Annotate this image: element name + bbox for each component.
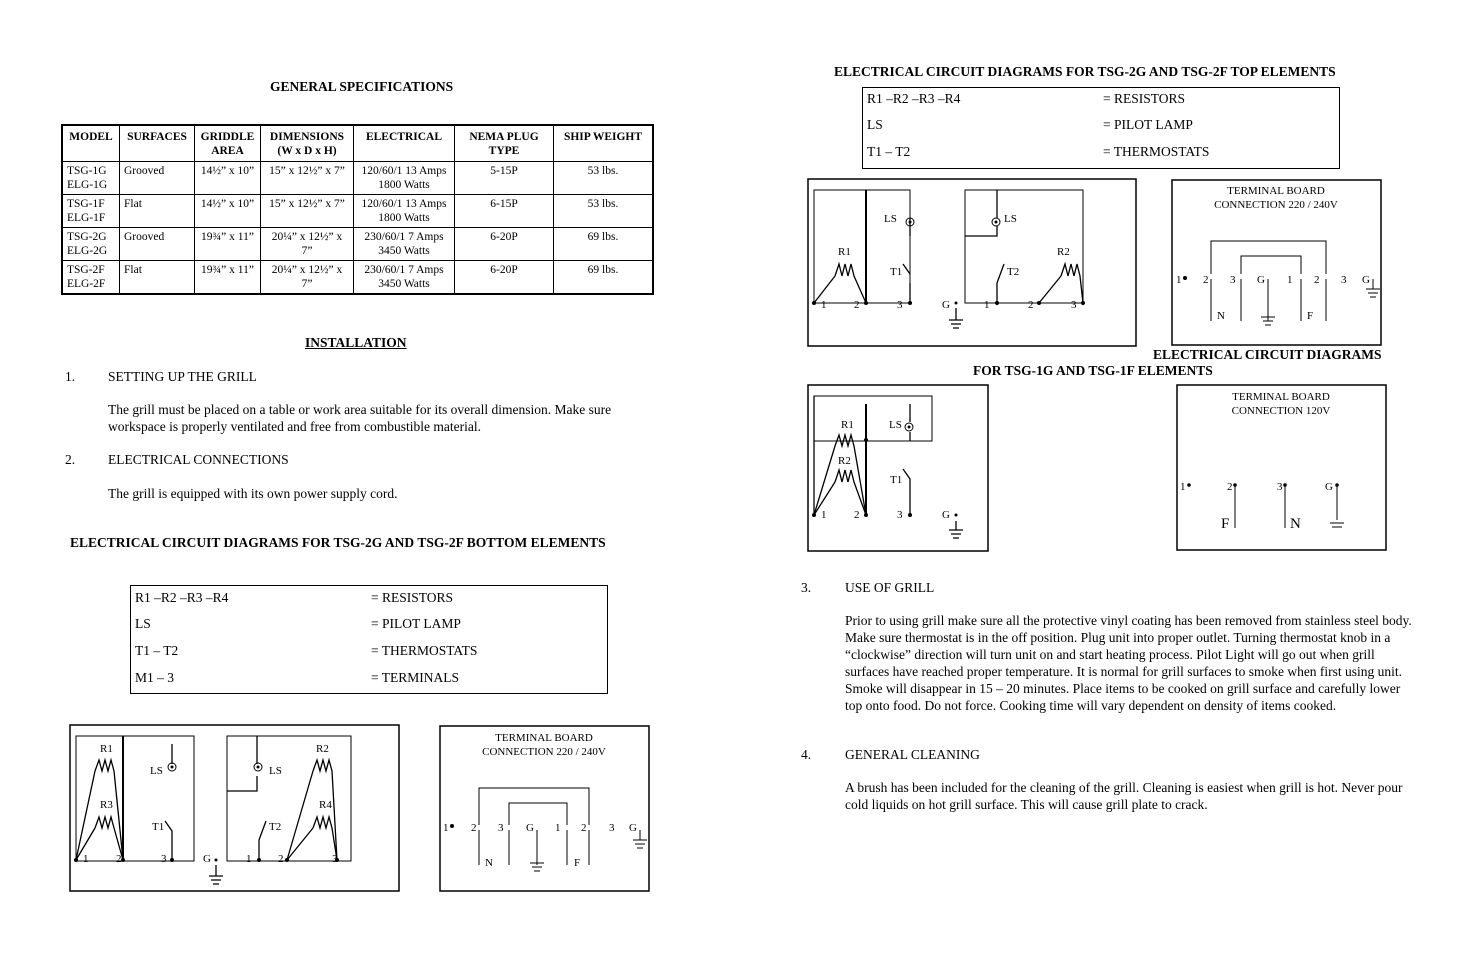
bottom-terminal-board xyxy=(439,725,651,893)
legend-value: = RESISTORS xyxy=(371,590,454,605)
terminal-label: 3 xyxy=(498,822,504,834)
table-cell: 5-15P xyxy=(455,162,554,195)
label-3: 3 xyxy=(332,853,338,865)
table-row xyxy=(62,195,653,228)
label-r2: R2 xyxy=(1057,246,1070,258)
terminal-label: 1 xyxy=(443,822,449,834)
legend-key: LS xyxy=(135,616,151,631)
terminal-label: F xyxy=(574,857,581,869)
col-header: ELECTRICAL xyxy=(354,125,455,162)
label-ls: LS xyxy=(889,419,902,431)
step-body: A brush has been included for the cleaning of the grill. Cleaning is easiest when grill is hot. Never pour cold liquids on hot grill surface. This will cause grill plate to crack. xyxy=(845,780,1403,812)
terminal-label: N xyxy=(1217,310,1225,322)
table-cell: 6-20P xyxy=(455,261,554,295)
label-r2: R2 xyxy=(838,455,851,467)
terminal-label: G xyxy=(1362,274,1370,286)
terminal-label: N xyxy=(485,857,493,869)
col-header: GRIDDLE AREA xyxy=(195,125,261,162)
legend-value: = RESISTORS xyxy=(1103,91,1186,106)
step-body: The grill is equipped with its own power supply cord. xyxy=(108,486,398,501)
label-1: 1 xyxy=(246,853,252,865)
legend-value: = PILOT LAMP xyxy=(1103,117,1193,132)
step-body: The grill must be placed on a table or work area suitable for its overall dimension. Make sure workspace is properly ventilated and free from combustible material. xyxy=(108,402,612,434)
legend-value: = PILOT LAMP xyxy=(371,616,461,631)
terminal-label: 1 xyxy=(1180,481,1186,493)
terminal-label: 2 xyxy=(1227,481,1233,493)
label-2: 2 xyxy=(854,299,860,311)
table-cell: TSG-2F ELG-2F xyxy=(62,261,120,295)
top-terminal-board xyxy=(1171,179,1383,347)
table-cell: 53 lbs. xyxy=(554,195,654,228)
col-header: SHIP WEIGHT xyxy=(554,125,654,162)
step-body: Prior to using grill make sure all the protective vinyl coating has been removed from stainless steel body. Make sure thermostat is in the off position. Plug unit into proper outlet. Turning thermostat knob in a “clockwise” direction will turn unit on and start heating process. Pilot Light will go out when grill surfaces have reached proper temperature. It is normal for grill surfaces to smoke when first using unit. Smoke will disappear in 15 – 20 minutes. Place items to be cooked on grill surface and carefully lower top onto food. Do not force. Cooking time will vary dependent on density of items cooked. xyxy=(845,613,1412,713)
terminal-label: 1 xyxy=(1176,274,1182,286)
table-cell: 14½” x 10” xyxy=(195,195,261,228)
terminal-subtitle: CONNECTION 220 / 240V xyxy=(482,746,606,758)
table-cell: 120/60/1 13 Amps 1800 Watts xyxy=(354,195,455,228)
table-row xyxy=(62,228,653,261)
table-cell: TSG-1F ELG-1F xyxy=(62,195,120,228)
table-cell: 20¼” x 12½” x 7” xyxy=(261,261,354,295)
label-g: G xyxy=(942,509,950,521)
terminal-subtitle: CONNECTION 120V xyxy=(1231,405,1331,417)
table-cell: Flat xyxy=(120,261,195,295)
table-row xyxy=(62,261,653,295)
table-cell: Grooved xyxy=(120,228,195,261)
terminal-label: F xyxy=(1307,310,1314,322)
label-3: 3 xyxy=(1071,299,1077,311)
terminal-label: 2 xyxy=(471,822,477,834)
label-3: 3 xyxy=(161,853,167,865)
label-1: 1 xyxy=(984,299,990,311)
spec-table xyxy=(61,124,654,295)
terminal-label: G xyxy=(1257,274,1265,286)
single-circuit-diagram xyxy=(807,384,990,553)
label-r4: R4 xyxy=(319,799,332,811)
legend-key: LS xyxy=(867,117,883,132)
spec-header-row xyxy=(62,125,653,162)
label-2: 2 xyxy=(854,509,860,521)
table-cell: 19¾” x 11” xyxy=(195,228,261,261)
terminal-label: 2 xyxy=(581,822,587,834)
legend-key: R1 –R2 –R3 –R4 xyxy=(867,91,961,106)
label-1: 1 xyxy=(821,509,827,521)
label-t1: T1 xyxy=(890,474,903,486)
label-t2: T2 xyxy=(1007,266,1020,278)
label-1: 1 xyxy=(821,299,827,311)
label-r1: R1 xyxy=(100,743,113,755)
label-t2: T2 xyxy=(269,821,282,833)
col-header: MODEL xyxy=(62,125,120,162)
table-cell: 120/60/1 13 Amps 1800 Watts xyxy=(354,162,455,195)
legend-key: R1 –R2 –R3 –R4 xyxy=(135,590,229,605)
label-2: 2 xyxy=(278,853,284,865)
terminal-title: TERMINAL BOARD xyxy=(495,732,593,744)
terminal-label: 3 xyxy=(609,822,615,834)
table-cell: 19¾” x 11” xyxy=(195,261,261,295)
col-header: DIMENSIONS (W x D x H) xyxy=(261,125,354,162)
bottom-circuit-diagram xyxy=(69,724,401,893)
label-g: G xyxy=(942,299,950,311)
step-number: 3. xyxy=(801,580,812,595)
terminal-label: F xyxy=(1221,516,1230,532)
terminal-label: 1 xyxy=(1287,274,1293,286)
terminal-title: TERMINAL BOARD xyxy=(1232,391,1330,403)
installation-title: INSTALLATION xyxy=(305,335,407,350)
table-cell: 69 lbs. xyxy=(554,261,654,295)
legend-value: = THERMOSTATS xyxy=(371,643,478,658)
legend-value: = THERMOSTATS xyxy=(1103,144,1210,159)
terminal-subtitle: CONNECTION 220 / 240V xyxy=(1214,199,1338,211)
col-header: SURFACES xyxy=(120,125,195,162)
table-cell: 15” x 12½” x 7” xyxy=(261,195,354,228)
terminal-label: 2 xyxy=(1203,274,1209,286)
label-3: 3 xyxy=(897,299,903,311)
label-t1: T1 xyxy=(152,821,165,833)
step-title: ELECTRICAL CONNECTIONS xyxy=(108,452,289,467)
label-t1: T1 xyxy=(890,266,903,278)
label-ls: LS xyxy=(150,765,163,777)
table-cell: 20¼” x 12½” x 7” xyxy=(261,228,354,261)
table-cell: 14½” x 10” xyxy=(195,162,261,195)
step-title: GENERAL CLEANING xyxy=(845,747,980,762)
table-cell: 6-15P xyxy=(455,195,554,228)
table-cell: TSG-1G ELG-1G xyxy=(62,162,120,195)
terminal-label: G xyxy=(526,822,534,834)
terminal-title: TERMINAL BOARD xyxy=(1227,185,1325,197)
label-r3: R3 xyxy=(100,799,113,811)
legend-key: T1 – T2 xyxy=(135,643,179,658)
table-cell: 69 lbs. xyxy=(554,228,654,261)
top-circuit-diagram xyxy=(807,178,1138,348)
label-1: 1 xyxy=(83,853,89,865)
step-number: 1. xyxy=(65,369,76,384)
terminal-label: G xyxy=(1325,481,1333,493)
top-diagram-title: ELECTRICAL CIRCUIT DIAGRAMS FOR TSG-2G AND TSG-2F TOP ELEMENTS xyxy=(834,64,1336,79)
table-cell: 6-20P xyxy=(455,228,554,261)
legend-key: T1 – T2 xyxy=(867,144,911,159)
label-r1: R1 xyxy=(841,419,854,431)
terminal-label: 1 xyxy=(555,822,561,834)
label-g: G xyxy=(203,853,211,865)
label-r1: R1 xyxy=(838,246,851,258)
label-3: 3 xyxy=(897,509,903,521)
single-diagram-subtitle: FOR TSG-1G AND TSG-1F ELEMENTS xyxy=(973,363,1213,378)
label-r2: R2 xyxy=(316,743,329,755)
terminal-label: N xyxy=(1290,516,1301,532)
step-title: USE OF GRILL xyxy=(845,580,935,595)
single-terminal-board xyxy=(1176,384,1388,552)
general-spec-title: GENERAL SPECIFICATIONS xyxy=(270,79,454,94)
label-2: 2 xyxy=(1028,299,1034,311)
table-cell: 53 lbs. xyxy=(554,162,654,195)
label-2: 2 xyxy=(116,853,122,865)
label-ls: LS xyxy=(884,213,897,225)
label-ls: LS xyxy=(1004,213,1017,225)
step-number: 2. xyxy=(65,452,76,467)
label-ls: LS xyxy=(269,765,282,777)
terminal-label: 3 xyxy=(1277,481,1283,493)
terminal-label: G xyxy=(629,822,637,834)
step-title: SETTING UP THE GRILL xyxy=(108,369,257,384)
single-diagram-title: ELECTRICAL CIRCUIT DIAGRAMS xyxy=(1153,347,1382,362)
col-header: NEMA PLUG TYPE xyxy=(455,125,554,162)
table-row xyxy=(62,162,653,195)
legend-key: M1 – 3 xyxy=(135,670,175,685)
table-cell: Flat xyxy=(120,195,195,228)
bottom-diagram-title: ELECTRICAL CIRCUIT DIAGRAMS FOR TSG-2G AND TSG-2F BOTTOM ELEMENTS xyxy=(70,535,606,550)
table-cell: 230/60/1 7 Amps 3450 Watts xyxy=(354,228,455,261)
terminal-label: 3 xyxy=(1341,274,1347,286)
terminal-label: 3 xyxy=(1230,274,1236,286)
legend-value: = TERMINALS xyxy=(371,670,459,685)
bottom-legend xyxy=(130,585,608,694)
table-cell: TSG-2G ELG-2G xyxy=(62,228,120,261)
top-legend xyxy=(862,87,1340,169)
terminal-label: 2 xyxy=(1314,274,1320,286)
step-number: 4. xyxy=(801,747,812,762)
table-cell: Grooved xyxy=(120,162,195,195)
table-cell: 15” x 12½” x 7” xyxy=(261,162,354,195)
table-cell: 230/60/1 7 Amps 3450 Watts xyxy=(354,261,455,295)
